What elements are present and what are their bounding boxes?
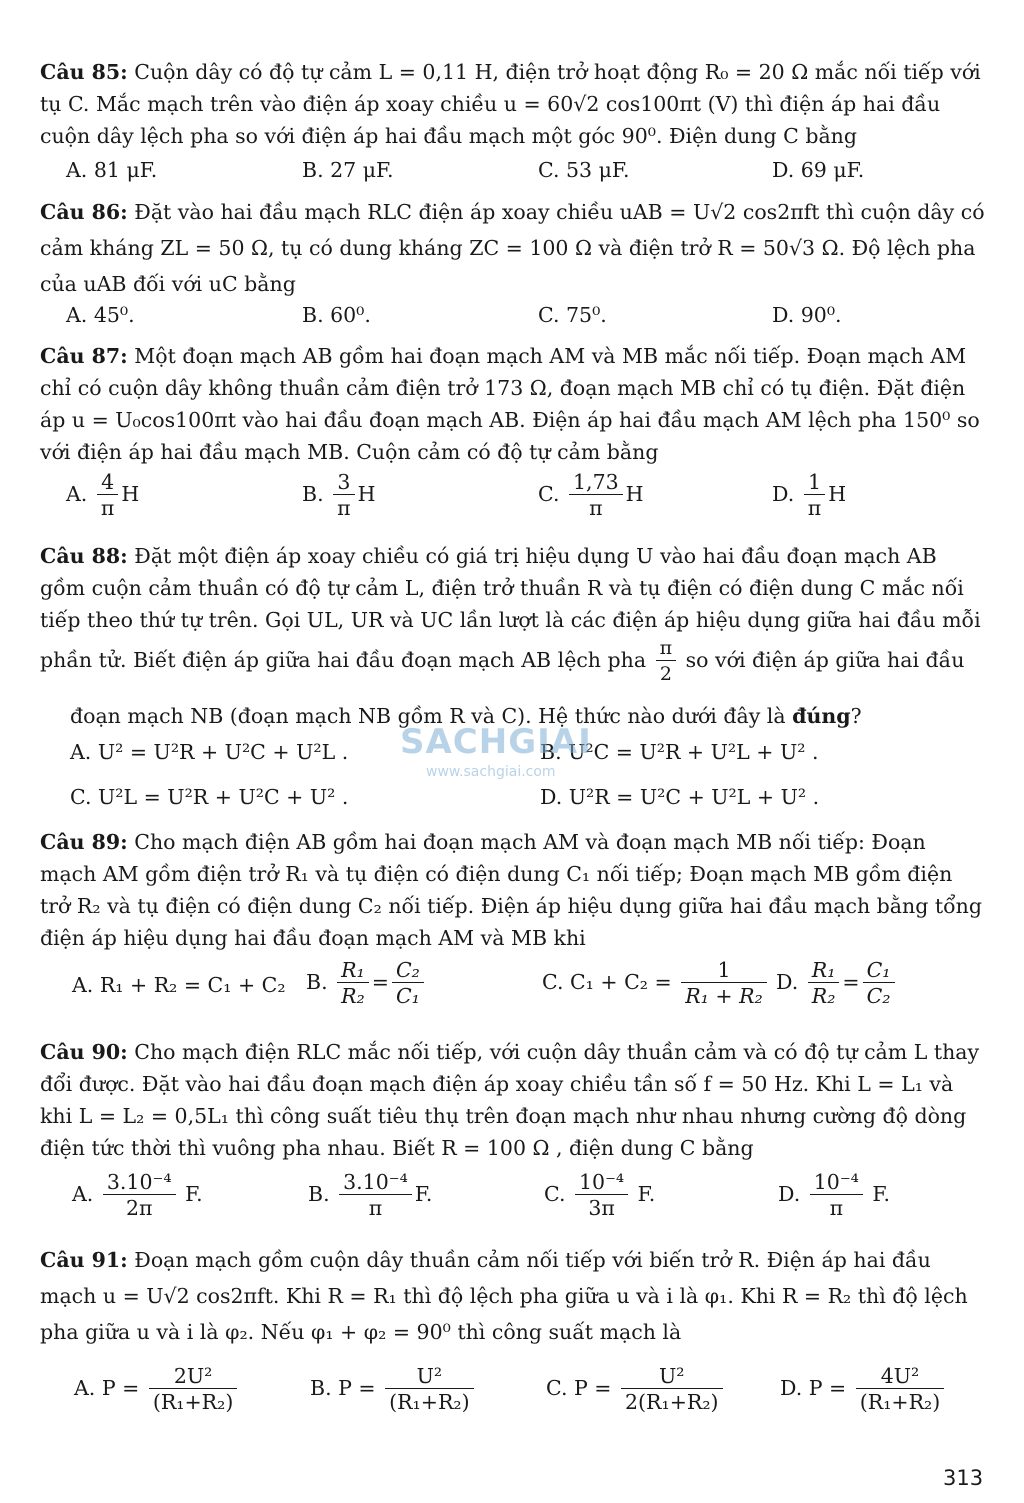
unit: H	[357, 482, 376, 506]
page-number: 313	[943, 1466, 984, 1490]
question-text: Một đoạn mạch AB gồm hai đoạn mạch AM và MB mắc nối tiếp. Đoạn mạch AM chỉ có cuộn dây không thuần cảm điện trở 173 Ω, đoạn mạch MB chỉ có tụ điện. Đặt điện áp u = U₀cos100πt vào hai đầu đoạn mạch AB. Điện áp hai đầu mạch AM lệch pha 150⁰ so với điện áp hai đầu mạch MB. Cuộn cảm có độ tự cảm bằng	[40, 344, 980, 464]
question-label: Câu 85:	[40, 60, 128, 84]
unit: H	[625, 482, 644, 506]
fraction	[681, 958, 767, 1009]
option-d	[780, 1364, 947, 1415]
question-86	[40, 194, 985, 302]
option-prefix: A. P =	[74, 1376, 140, 1400]
option-c	[544, 1170, 655, 1221]
option-d	[772, 470, 846, 521]
option-d: D. 90⁰.	[772, 303, 842, 327]
option-b: B. 60⁰.	[302, 303, 371, 327]
option-c: C. 53 μF.	[538, 158, 630, 182]
fraction	[339, 1170, 412, 1221]
denominator: (R₁+R₂)	[389, 1390, 470, 1414]
numerator: 1	[804, 470, 825, 495]
option-c: C. 75⁰.	[538, 303, 607, 327]
denominator: R₁ + R₂	[685, 984, 763, 1008]
question-text: Đoạn mạch gồm cuộn dây thuần cảm nối tiếp với biến trở R. Điện áp hai đầu mạch u = U√2 cos2πft. Khi R = R₁ thì độ lệch pha giữa u và i là φ₁. Khi R = R₂ thì độ lệch pha giữa u và i là φ₂. Nếu φ₁ + φ₂ = 90⁰ thì công suất mạch là	[40, 1248, 968, 1344]
question-91	[40, 1242, 985, 1350]
denominator: π	[807, 496, 822, 520]
unit: F.	[414, 1182, 433, 1206]
denominator: π	[100, 496, 115, 520]
denominator: 2	[659, 663, 672, 685]
unit: F.	[637, 1182, 656, 1206]
question-label: Câu 90:	[40, 1040, 128, 1064]
option-prefix: A.	[66, 482, 88, 506]
question-88-line-end	[70, 700, 985, 732]
numerator: 10⁻⁴	[810, 1170, 863, 1195]
numerator: 3.10⁻⁴	[103, 1170, 176, 1195]
question-label: Câu 88:	[40, 544, 128, 568]
option-prefix: B. P =	[310, 1376, 376, 1400]
watermark-url: www.sachgiai.com	[426, 764, 556, 780]
option-prefix: B.	[302, 482, 324, 506]
option-b	[302, 470, 376, 521]
denominator: C₂	[866, 984, 891, 1008]
numerator: 4U²	[856, 1364, 944, 1389]
question-89	[40, 826, 985, 954]
option-c	[538, 470, 644, 521]
denominator: π	[589, 496, 603, 520]
fraction	[575, 1170, 628, 1221]
denominator: R₂	[341, 984, 365, 1008]
numerator: 3	[333, 470, 354, 495]
option-c	[546, 1364, 726, 1415]
unit: H	[828, 482, 847, 506]
fraction	[149, 1364, 237, 1415]
denominator: 3π	[588, 1196, 615, 1220]
question-90	[40, 1036, 985, 1164]
option-prefix: D. P =	[780, 1376, 847, 1400]
question-text-end: đoạn mạch NB (đoạn mạch NB gồm R và C). Hệ thức nào dưới đây là	[70, 704, 786, 728]
option-d: D. 69 μF.	[772, 158, 865, 182]
question-text: Cho mạch điện AB gồm hai đoạn mạch AM và đoạn mạch MB nối tiếp: Đoạn mạch AM gồm điện trở R₁ và tụ điện có điện dung C₁ nối tiếp; Đoạn mạch MB gồm điện trở R₂ và tụ điện có điện dung C₂ nối tiếp. Điện áp hiệu dụng giữa hai đầu mạch bằng tổng điện áp hiệu dụng hai đầu đoạn mạch AM và MB khi	[40, 830, 982, 950]
question-label: Câu 86:	[40, 200, 128, 224]
denominator: 2π	[125, 1196, 153, 1220]
option-prefix: D.	[776, 970, 799, 994]
fraction	[856, 1364, 944, 1415]
numerator: U²	[621, 1364, 723, 1389]
denominator: (R₁+R₂)	[859, 1390, 941, 1414]
numerator: R₁	[337, 958, 369, 983]
question-88	[40, 540, 985, 687]
option-prefix: C. P =	[546, 1376, 612, 1400]
question-label: Câu 89:	[40, 830, 128, 854]
fraction	[804, 470, 825, 521]
numerator: 1,73	[569, 470, 623, 495]
denominator: R₂	[811, 984, 836, 1008]
option-a: A. R₁ + R₂ = C₁ + C₂	[72, 973, 286, 997]
option-b	[310, 1364, 477, 1415]
denominator: 2(R₁+R₂)	[625, 1390, 719, 1414]
option-prefix: A.	[72, 1182, 94, 1206]
fraction-right	[392, 958, 424, 1009]
question-mark: ?	[850, 704, 862, 728]
option-prefix: B.	[308, 1182, 330, 1206]
fraction-right	[863, 958, 895, 1009]
option-a	[72, 1170, 203, 1221]
question-text: Cuộn dây có độ tự cảm L = 0,11 H, điện trở hoạt động R₀ = 20 Ω mắc nối tiếp với tụ C. Mắc mạch trên vào điện áp xoay chiều u = 60√2 cos100πt (V) thì điện áp hai đầu cuộn dây lệch pha so với điện áp hai đầu mạch một góc 90⁰. Điện dung C bằng	[40, 60, 981, 148]
numerator: C₁	[863, 958, 895, 983]
option-b	[308, 1170, 432, 1221]
numerator: R₁	[808, 958, 840, 983]
question-text: Đặt một điện áp xoay chiều có giá trị hiệu dụng U vào hai đầu đoạn mạch AB gồm cuộn cảm thuần có độ tự cảm L, điện trở thuần R và tụ điện có điện dung C mắc nối tiếp theo thứ tự trên. Gọi UL, UR và UC lần lượt là các điện áp hiệu dụng giữa hai đầu mỗi phần tử. Biết điện áp giữa hai đầu đoạn mạch AB lệch pha	[40, 544, 981, 672]
question-text: Đặt vào hai đầu mạch RLC điện áp xoay chiều uAB = U√2 cos2πft thì cuộn dây có cảm kháng ZL = 50 Ω, tụ có dung kháng ZC = 100 Ω và điện trở R = 50√3 Ω. Độ lệch pha của uAB đối với uC bằng	[40, 200, 985, 296]
numerator: 3.10⁻⁴	[339, 1170, 412, 1195]
fraction	[103, 1170, 176, 1221]
question-85	[40, 56, 985, 152]
option-d: D. U²R = U²C + U²L + U² .	[540, 785, 820, 809]
fraction-left	[337, 958, 369, 1009]
option-c: C. U²L = U²R + U²C + U² .	[70, 785, 349, 809]
unit: F.	[185, 1182, 203, 1206]
option-a	[74, 1364, 240, 1415]
watermark-brand: SACHGIAI	[400, 722, 592, 762]
fraction	[333, 470, 354, 521]
option-a: A. 81 μF.	[66, 158, 158, 182]
numerator: 1	[681, 958, 767, 983]
question-87	[40, 340, 985, 468]
numerator: 4	[97, 470, 118, 495]
fraction-left	[808, 958, 840, 1009]
emphasis-word: đúng	[792, 704, 851, 728]
denominator: (R₁+R₂)	[152, 1390, 234, 1414]
question-text-cont: so với điện áp giữa hai đầu	[685, 648, 965, 672]
option-prefix: C. C₁ + C₂ =	[542, 970, 672, 994]
unit: H	[121, 482, 140, 506]
numerator: π	[656, 636, 677, 661]
fraction	[656, 636, 677, 687]
option-c	[542, 958, 770, 1009]
question-label: Câu 87:	[40, 344, 128, 368]
option-prefix: C.	[544, 1182, 566, 1206]
numerator: 2U²	[149, 1364, 237, 1389]
fraction	[385, 1364, 473, 1415]
option-prefix: B.	[306, 970, 328, 994]
option-a: A. 45⁰.	[66, 303, 135, 327]
option-b: B. 27 μF.	[302, 158, 394, 182]
question-text: Cho mạch điện RLC mắc nối tiếp, với cuộn dây thuần cảm và có độ tự cảm L thay đổi được. Đặt vào hai đầu đoạn mạch điện áp xoay chiều tần số f = 50 Hz. Khi L = L₁ và khi L = L₂ = 0,5L₁ thì công suất tiêu thụ trên đoạn mạch như nhau nhưng cường độ dòng điện tức thời thì vuông pha nhau. Biết R = 100 Ω , điện dung C bằng	[40, 1040, 980, 1160]
numerator: U²	[385, 1364, 473, 1389]
option-d: D. $\frac{\text{R₁}}{\text{R₂}}$ = $\frac{\text{C₁}}{\text{C₂}}$	[776, 958, 898, 1009]
question-label: Câu 91:	[40, 1248, 128, 1272]
fraction	[569, 470, 623, 521]
fraction	[810, 1170, 863, 1221]
option-d	[778, 1170, 890, 1221]
option-a	[66, 470, 139, 521]
option-prefix: D.	[772, 482, 795, 506]
denominator: π	[337, 496, 351, 520]
unit: F.	[872, 1182, 890, 1206]
fraction	[621, 1364, 723, 1415]
numerator: C₂	[392, 958, 424, 983]
fraction	[97, 470, 118, 521]
option-prefix: D.	[778, 1182, 801, 1206]
option-b: B. $\frac{\text{R₁}}{\text{R₂}}$ = $\frac{\text{C₂}}{\text{C₁}}$	[306, 958, 427, 1009]
denominator: π	[829, 1196, 844, 1220]
option-prefix: C.	[538, 482, 560, 506]
numerator: 10⁻⁴	[575, 1170, 628, 1195]
denominator: π	[368, 1196, 383, 1220]
denominator: C₁	[395, 984, 420, 1008]
option-b: B. U²C = U²R + U²L + U² .	[540, 740, 819, 764]
option-a: A. U² = U²R + U²C + U²L .	[70, 740, 349, 764]
